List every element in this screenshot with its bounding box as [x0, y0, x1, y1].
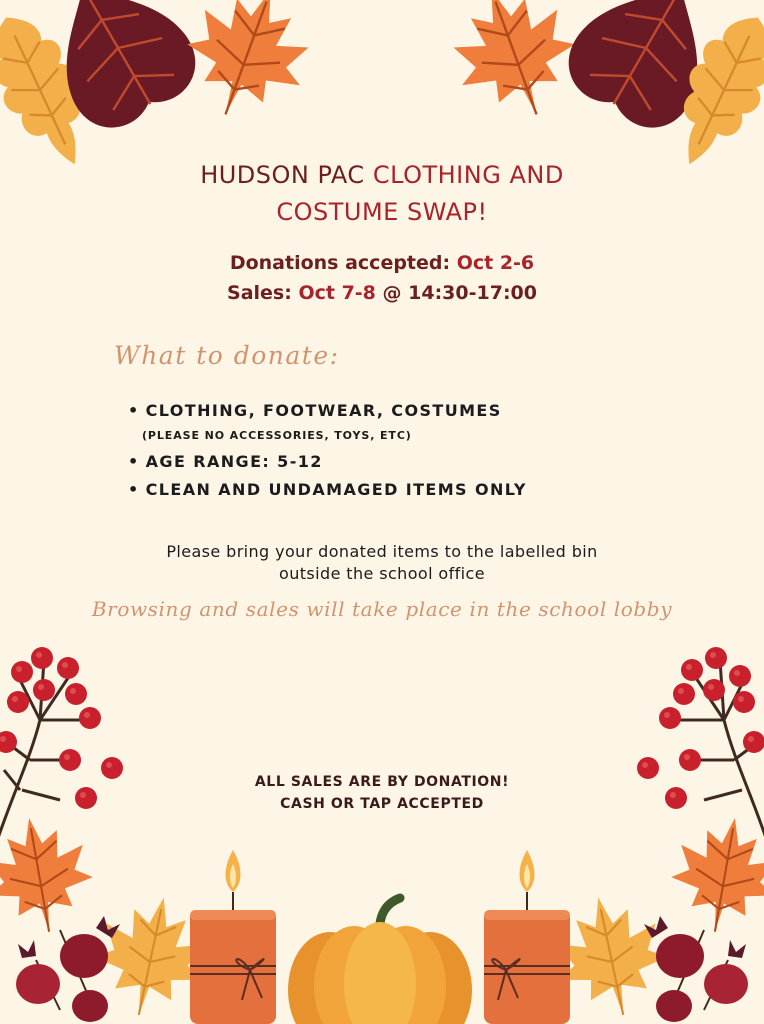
dropoff-instructions-line-2: outside the school office: [279, 564, 485, 583]
donations-label: Donations accepted:: [229, 252, 457, 274]
list-item: [128, 401, 502, 420]
payment-note-line-2: CASH OR TAP ACCEPTED: [280, 796, 484, 812]
candle-icon: [484, 850, 570, 1024]
maple-leaf-icon: [663, 809, 764, 941]
bullet-icon: •: [128, 480, 140, 499]
list-item-text: CLOTHING, FOOTWEAR, COSTUMES: [145, 401, 502, 420]
pomegranate-icon: [644, 916, 748, 1022]
title-event-part-1: CLOTHING AND: [372, 161, 564, 189]
maple-leaf-icon: [0, 809, 101, 941]
donations-dates: [0, 250, 764, 276]
list-item-note: (PLEASE NO ACCESSORIES, TOYS, ETC): [142, 429, 412, 442]
sales-time: @ 14:30-17:00: [375, 282, 537, 304]
bullet-icon: •: [128, 452, 140, 471]
candle-icon: [190, 850, 276, 1024]
list-item: [128, 480, 527, 499]
bullet-icon: •: [128, 401, 140, 420]
pumpkin-icon: [288, 898, 472, 1024]
title-org: HUDSON PAC: [200, 161, 373, 189]
sales-value: Oct 7-8: [298, 282, 376, 304]
list-item-text: CLEAN AND UNDAMAGED ITEMS ONLY: [145, 480, 527, 499]
event-title-line-2: COSTUME SWAP!: [276, 198, 488, 226]
pomegranate-icon: [16, 916, 120, 1022]
list-item-text: AGE RANGE: 5-12: [145, 452, 323, 471]
dropoff-instructions-line-1: Please bring your donated items to the labelled bin: [166, 542, 598, 561]
payment-note-line-1: ALL SALES ARE BY DONATION!: [254, 774, 510, 790]
what-to-donate-heading: What to donate:: [114, 341, 340, 370]
berry-branch-icon: [637, 647, 764, 850]
sales-dates: [0, 280, 764, 306]
event-title-line-1: [0, 160, 764, 190]
berry-branch-icon: [0, 647, 123, 850]
donations-value: Oct 2-6: [456, 252, 535, 274]
browsing-location-note: Browsing and sales will take place in the school lobby: [91, 597, 673, 621]
sales-label: Sales:: [227, 282, 299, 304]
list-item: [128, 452, 323, 471]
